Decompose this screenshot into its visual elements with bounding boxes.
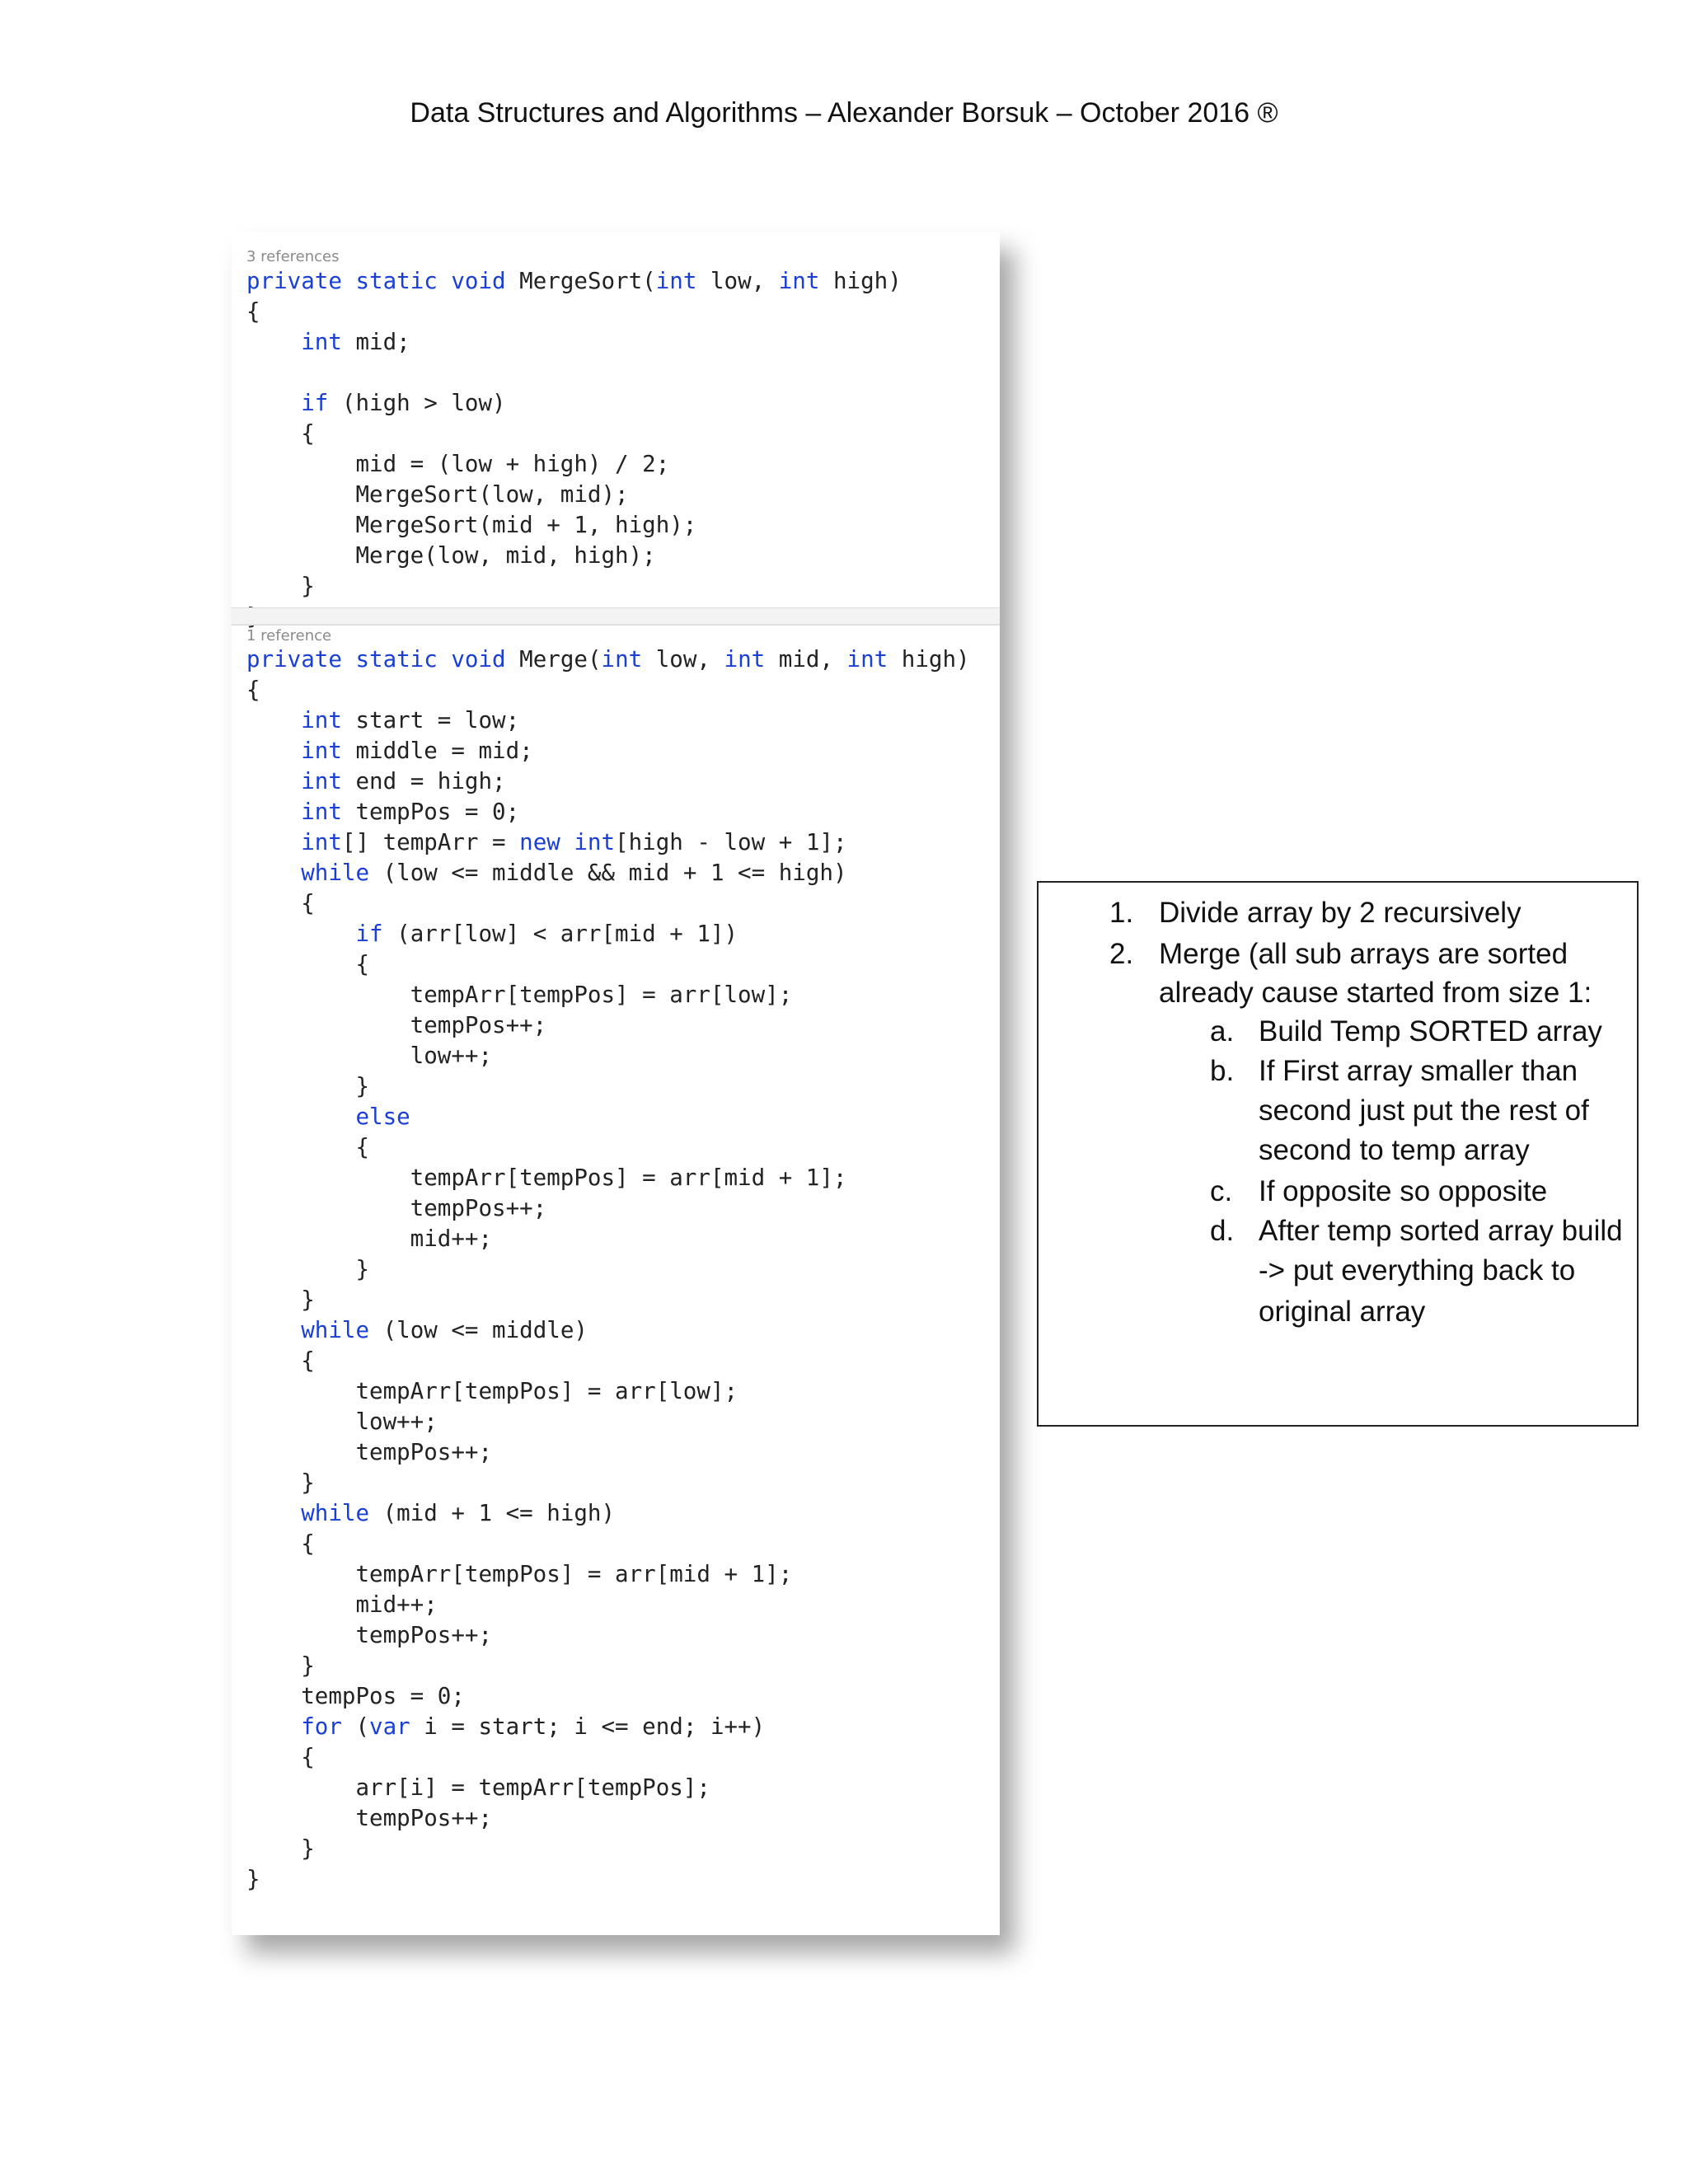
code-line: int mid; xyxy=(301,329,410,355)
code-line: } xyxy=(246,1835,315,1862)
code-screenshot xyxy=(232,232,1000,1935)
code-line: tempPos++; xyxy=(246,1805,493,1831)
code-line: tempPos++; xyxy=(246,1012,547,1038)
list-marker-c: c. xyxy=(1210,1175,1233,1207)
list-marker-1: 1. xyxy=(1109,897,1134,929)
code-line: low++; xyxy=(246,1043,493,1069)
code-line: { xyxy=(246,1530,315,1557)
code-line: MergeSort(low, mid); xyxy=(246,481,629,508)
note-item-2-continued: already cause started from size 1: xyxy=(1159,977,1592,1009)
code-line: mid++; xyxy=(246,1226,493,1252)
code-line: MergeSort(mid + 1, high); xyxy=(246,512,697,538)
note-sub-d-continued: -> put everything back to xyxy=(1259,1254,1576,1286)
code-line: while (low <= middle) xyxy=(301,1317,588,1343)
code-line: int start = low; xyxy=(301,707,520,733)
merge-sort-method xyxy=(232,232,1000,607)
code-line: } xyxy=(246,1286,315,1313)
code-line: { xyxy=(246,420,315,447)
code-line: low++; xyxy=(246,1408,438,1435)
merge-sort-references: 3 references xyxy=(246,248,340,265)
merge-method xyxy=(232,624,1000,1935)
method-divider xyxy=(232,607,1000,626)
code-line: tempArr[tempPos] = arr[low]; xyxy=(246,1378,738,1404)
merge-references: 1 reference xyxy=(246,627,332,644)
merge-sort-code xyxy=(246,266,902,632)
code-line: else xyxy=(355,1104,410,1130)
code-line: if (high > low) xyxy=(301,390,506,416)
code-line: tempPos++; xyxy=(246,1622,493,1648)
code-line: Merge(low, mid, high); xyxy=(246,542,656,569)
code-line: tempArr[tempPos] = arr[mid + 1]; xyxy=(246,1561,793,1587)
code-line: } xyxy=(246,573,315,599)
code-line: tempArr[tempPos] = arr[low]; xyxy=(246,982,793,1008)
code-line: for (var i = start; i <= end; i++) xyxy=(301,1713,766,1740)
code-line: int middle = mid; xyxy=(301,738,533,764)
code-line: mid = (low + high) / 2; xyxy=(246,451,670,477)
note-sub-b-continued-2: second to temp array xyxy=(1259,1134,1530,1166)
note-item-2: Merge (all sub arrays are sorted xyxy=(1159,938,1568,970)
notes-box xyxy=(1037,881,1639,1427)
code-line: tempPos++; xyxy=(246,1439,493,1465)
list-marker-a: a. xyxy=(1210,1015,1235,1047)
code-line: } xyxy=(246,1866,260,1892)
code-line: arr[i] = tempArr[tempPos]; xyxy=(246,1774,710,1801)
note-sub-d: After temp sorted array build xyxy=(1259,1215,1623,1247)
code-line: } xyxy=(246,1073,370,1099)
merge-code xyxy=(246,644,970,1895)
code-line: { xyxy=(246,298,260,325)
page-header: Data Structures and Algorithms – Alexander Borsuk – October 2016 ® xyxy=(410,97,1278,129)
note-sub-c: If opposite so opposite xyxy=(1259,1175,1548,1207)
code-line: int[] tempArr = new int[high - low + 1]; xyxy=(301,829,847,855)
code-line: { xyxy=(246,1347,315,1374)
code-line: { xyxy=(246,951,370,977)
code-line: tempPos++; xyxy=(246,1195,547,1221)
code-line: if (arr[low] < arr[mid + 1]) xyxy=(355,921,738,947)
list-marker-2: 2. xyxy=(1109,938,1134,970)
note-sub-d-continued-2: original array xyxy=(1259,1296,1426,1328)
note-item-1: Divide array by 2 recursively xyxy=(1159,897,1522,929)
code-line: private static void Merge(int low, int mid, int high) xyxy=(246,646,970,673)
code-line: { xyxy=(246,890,315,916)
code-line: { xyxy=(246,1134,370,1160)
code-line: tempArr[tempPos] = arr[mid + 1]; xyxy=(246,1165,847,1191)
code-line: int tempPos = 0; xyxy=(301,799,520,825)
code-line: mid++; xyxy=(246,1591,438,1618)
code-line: { xyxy=(246,677,260,703)
code-line: } xyxy=(246,1469,315,1496)
code-line: while (low <= middle && mid + 1 <= high) xyxy=(301,860,847,886)
list-marker-d: d. xyxy=(1210,1215,1235,1247)
note-sub-b-continued: second just put the rest of xyxy=(1259,1094,1589,1127)
code-line: } xyxy=(246,1652,315,1679)
code-line: tempPos = 0; xyxy=(246,1683,465,1709)
list-marker-b: b. xyxy=(1210,1055,1235,1087)
note-sub-a: Build Temp SORTED array xyxy=(1259,1015,1602,1047)
code-line: while (mid + 1 <= high) xyxy=(301,1500,616,1526)
code-line: private static void MergeSort(int low, int high) xyxy=(246,268,902,294)
code-line: int end = high; xyxy=(301,768,506,794)
note-sub-b: If First array smaller than xyxy=(1259,1055,1578,1087)
code-line: { xyxy=(246,1744,315,1770)
code-line: } xyxy=(246,1256,370,1282)
